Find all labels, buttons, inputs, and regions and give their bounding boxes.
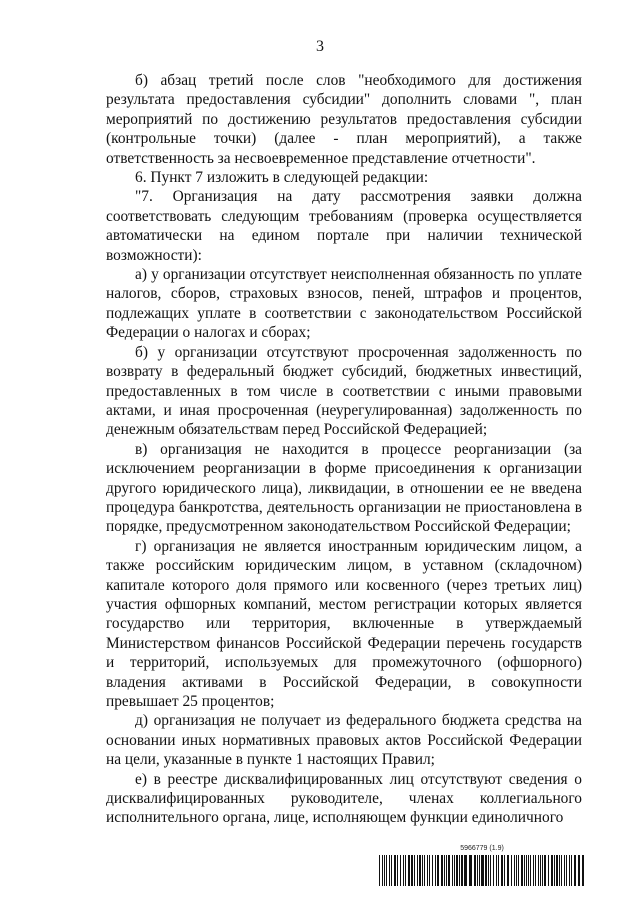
paragraph-requirement-v: в) организация не находится в процессе реорганизации (за исключением реорганизации в форме присоединения к организации другого юридического лица), ликвидации, в отношении ее не введена процедура банкротства, деятельность организации не приостановлена в порядке, предусмотренном законодательством Российской Федерации;: [106, 440, 582, 536]
paragraph-requirement-e: е) в реестре дисквалифицированных лиц отсутствуют сведения о дисквалифицированных руководителе, членах коллегиального исполнительного органа, лице, исполняющем функции единоличного: [106, 770, 582, 827]
barcode-id: 5966779 (1.9): [460, 845, 504, 852]
paragraph-requirement-b: б) у организации отсутствуют просроченная задолженность по возврату в федеральный бюджет субсидий, бюджетных инвестиций, предоставленных в том числе в соответствии с иными правовыми актами, и иная просроченная (неурегулированная) задолженность по денежным обязательствам перед Российской Федерацией;: [106, 343, 582, 439]
document-barcode: [379, 844, 585, 888]
paragraph-requirement-a: а) у организации отсутствует неисполненная обязанность по уплате налогов, сборов, страховых взносов, пеней, штрафов и процентов, подлежащих уплате в соответствии с законодательством Российской Федерации о налогах и сборах;: [106, 266, 582, 342]
paragraph-requirement-g: г) организация не является иностранным юридическим лицом, а также российским юридическим лицом, в уставном (складочном) капитале которого доля прямого или косвенного (через третьих лиц) участия офшорных компаний, местом регистрации которых является государство или территория, включенные в утверждаемый Министерством финансов Российской Федерации перечень государств и территорий, используемых для промежуточного (офшорного) владения активами в Российской Федерации, в совокупности превышает 25 процентов;: [106, 537, 582, 710]
paragraph-amendment-b: б) абзац третий после слов "необходимого для достижения результата предоставления субсидии" дополнить словами ", план мероприятий по достижению результатов предоставления субсидии (контрольные точки) (далее - план мероприятий), а также ответственность за несвоевременное представление отчетности".: [106, 72, 582, 167]
document-body: [106, 71, 582, 828]
paragraph-requirement-d: д) организация не получает из федерального бюджета средства на основании иных нормативных правовых актов Российской Федерации на цели, указанные в пункте 1 настоящих Правил;: [106, 712, 582, 769]
barcode-icon: [379, 855, 585, 886]
page-number: 3: [316, 38, 324, 55]
paragraph-item-7: "7. Организация на дату рассмотрения заявки должна соответствовать следующим требованиям (проверка осуществляется автоматически на едином портале при наличии технической возможности):: [106, 188, 582, 264]
paragraph-item-6: 6. Пункт 7 изложить в следующей редакции:: [135, 169, 429, 187]
